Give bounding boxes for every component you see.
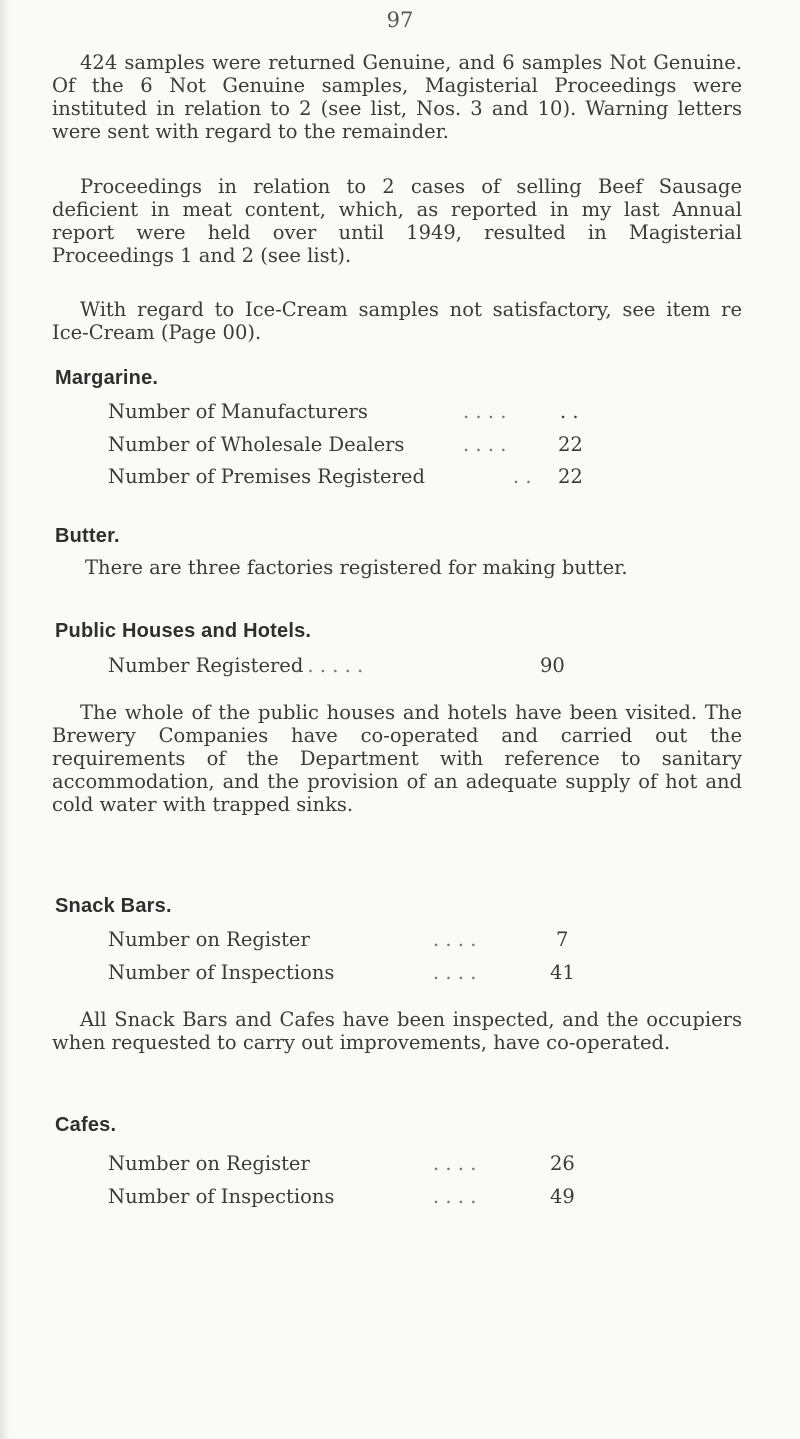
row-label: Number of Inspections bbox=[108, 961, 335, 984]
row-value: 22 bbox=[558, 465, 583, 488]
intro-paragraph-samples: 424 samples were returned Genuine, and 6 samples Not Genuine. Of the 6 Not Genuine samples, Magisterial Proceedings were instituted in relation to 2 (see list, Nos. 3 and 10). Warning letters were sent with regard to the remainder. bbox=[52, 51, 742, 143]
public-houses-heading: Public Houses and Hotels. bbox=[55, 620, 312, 642]
snack-bars-heading: Snack Bars. bbox=[55, 895, 172, 917]
margarine-row-wholesale-dealers bbox=[108, 433, 588, 457]
row-label: Number of Manufacturers bbox=[108, 400, 368, 423]
row-value: 22 bbox=[558, 433, 583, 456]
butter-heading: Butter. bbox=[55, 525, 120, 547]
cafes-heading: Cafes. bbox=[55, 1114, 117, 1136]
snack-bars-row-register bbox=[108, 928, 588, 952]
row-label: Number on Register bbox=[108, 928, 310, 951]
public-houses-text: The whole of the public houses and hotels have been visited. The Brewery Companies have co-operated and carried out the requirements of the Department with reference to sanitary accommodation, and the provision of an adequate supply of hot and cold water with trapped sinks. bbox=[52, 701, 742, 816]
cafes-row-inspections bbox=[108, 1185, 588, 1209]
row-leader-dots: . . . . bbox=[433, 961, 477, 984]
row-label: Number on Register bbox=[108, 1152, 310, 1175]
row-value: 7 bbox=[556, 928, 569, 951]
row-label: Number Registered bbox=[108, 654, 304, 677]
row-leader-dots: . . . . bbox=[433, 1185, 477, 1208]
page-number: 97 bbox=[386, 8, 414, 32]
row-label: Number of Premises Registered bbox=[108, 465, 425, 488]
row-value: . . bbox=[560, 400, 579, 423]
public-houses-row-registered bbox=[108, 654, 588, 678]
row-leader-dots: . . . . bbox=[433, 928, 477, 951]
margarine-row-manufacturers bbox=[108, 400, 588, 424]
row-leader-dots: . . . . bbox=[463, 433, 507, 456]
cafes-row-register bbox=[108, 1152, 588, 1176]
row-value: 90 bbox=[540, 654, 565, 677]
row-value: 26 bbox=[550, 1152, 575, 1175]
margarine-heading: Margarine. bbox=[55, 367, 159, 389]
snack-bars-text: All Snack Bars and Cafes have been inspected, and the occupiers when requested to carry out improvements, have co-operated. bbox=[52, 1008, 742, 1054]
row-leader-dots: . . bbox=[513, 465, 532, 488]
butter-text: There are three factories registered for making butter. bbox=[85, 556, 628, 579]
intro-paragraph-ice-cream: With regard to Ice-Cream samples not satisfactory, see item re Ice-Cream (Page 00). bbox=[52, 298, 742, 344]
row-leader-dots: . . . . bbox=[433, 1152, 477, 1175]
row-label: Number of Wholesale Dealers bbox=[108, 433, 405, 456]
page-binding-shadow bbox=[0, 0, 10, 1439]
row-value: 41 bbox=[550, 961, 575, 984]
snack-bars-row-inspections bbox=[108, 961, 588, 985]
margarine-row-premises-registered bbox=[108, 465, 588, 489]
row-leader-dots: . . . . . . bbox=[295, 654, 364, 677]
row-label: Number of Inspections bbox=[108, 1185, 335, 1208]
row-leader-dots: . . . . bbox=[463, 400, 507, 423]
intro-paragraph-sausage: Proceedings in relation to 2 cases of selling Beef Sausage deficient in meat content, which, as reported in my last Annual report were held over until 1949, resulted in Magisterial Proceedings 1 and 2 (see list). bbox=[52, 175, 742, 267]
row-value: 49 bbox=[550, 1185, 575, 1208]
